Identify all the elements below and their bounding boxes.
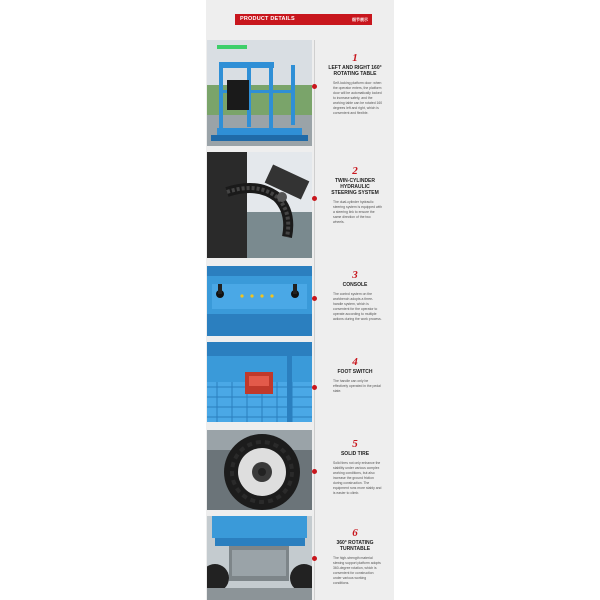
feature-description: The high-strength material slewing support platform adopts 360-degree rotation, which is convenient for construction under various working conditions. xyxy=(333,556,381,585)
feature-description: Solid tires not only enhance the stability under various complex working conditions, but also increase the ground friction during construction. The equipment runs more stably and is easier to climb. xyxy=(333,461,382,495)
feature-title: 360° ROTATING TURNTABLE xyxy=(336,540,374,552)
feature-number: 4 xyxy=(352,356,358,368)
feature-marker-4 xyxy=(312,385,317,390)
feature-2 xyxy=(327,165,383,225)
feature-title: SOLID TIRE xyxy=(340,451,370,457)
header-tag: 细节展示 xyxy=(352,17,368,22)
feature-number: 6 xyxy=(352,527,358,539)
turntable-photo xyxy=(207,516,312,600)
timeline-line xyxy=(314,40,315,600)
steering-system-photo xyxy=(207,152,312,258)
foot-switch-photo xyxy=(207,342,312,422)
feature-1 xyxy=(327,52,383,116)
rotating-table-photo xyxy=(207,40,312,146)
feature-marker-5 xyxy=(312,469,317,474)
feature-number: 2 xyxy=(352,165,358,177)
feature-description: Self-locking platform door: when the operator enters, the platform door will be automatically locked to increase safety, and the working table can be rotated 160 degrees left and right, which is convenient and flexible. xyxy=(333,81,383,115)
feature-description: The handle can only be effectively operated in the pedal state. xyxy=(333,379,381,393)
feature-description: The dual-cylinder hydraulic steering system is equipped with a steering link to ensure the same direction of the two wheels. xyxy=(333,200,383,224)
feature-marker-3 xyxy=(312,296,317,301)
feature-4 xyxy=(327,356,383,394)
feature-5 xyxy=(327,438,383,496)
feature-title: TWIN-CYLINDER HYDRAULIC STEERING SYSTEM xyxy=(331,178,379,196)
feature-title: LEFT AND RIGHT 160° ROTATING TABLE xyxy=(328,65,382,77)
feature-marker-6 xyxy=(312,556,317,561)
feature-title: FOOT SWITCH xyxy=(337,369,373,375)
feature-number: 1 xyxy=(352,52,358,64)
feature-marker-2 xyxy=(312,196,317,201)
product-details-header xyxy=(235,14,372,25)
feature-number: 5 xyxy=(352,438,358,450)
console-photo xyxy=(207,266,312,336)
feature-6 xyxy=(327,527,383,586)
feature-number: 3 xyxy=(352,269,358,281)
solid-tire-photo xyxy=(207,430,312,510)
feature-marker-1 xyxy=(312,84,317,89)
feature-title: CONSOLE xyxy=(342,282,368,288)
header-title: PRODUCT DETAILS xyxy=(240,16,295,22)
feature-description: The control system on the workbench adopts a three-handle system, which is convenient for the operator to operate according to multiple actions during the work process. xyxy=(333,292,382,321)
feature-3 xyxy=(327,269,383,322)
